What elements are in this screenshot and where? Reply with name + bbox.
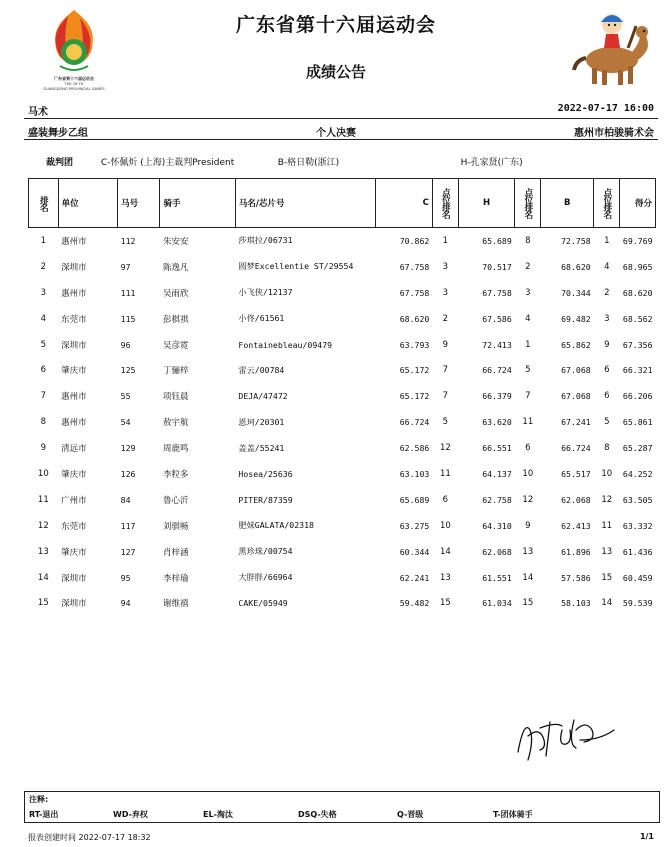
cell-rider: 丁骊梓 xyxy=(162,366,189,377)
mascot-horse-image xyxy=(568,8,654,88)
cell-h-rank: 3 xyxy=(525,287,531,298)
cell-horse-number: 94 xyxy=(120,598,131,609)
cell-unit: 东莞市 xyxy=(61,314,87,325)
legend-item: WD-弃权 xyxy=(113,810,148,819)
cell-horse-number: 127 xyxy=(120,546,136,557)
cell-horse-chip: 大胖胖/66964 xyxy=(238,572,293,583)
cell-horse-chip: 小飞侠/12137 xyxy=(238,287,293,298)
cell-h-rank: 14 xyxy=(522,572,534,583)
legend-item: T-团体骑手 xyxy=(493,810,533,819)
cell-horse-chip: 黑珍珠/00754 xyxy=(238,546,293,557)
cell-b-rank: 12 xyxy=(601,494,613,505)
table-row xyxy=(29,435,656,461)
cell-score-b: 67.068 xyxy=(561,365,591,376)
cell-horse-chip: 小佟/61561 xyxy=(238,313,285,324)
cell-score-b: 58.103 xyxy=(561,598,591,609)
cell-rank: 1 xyxy=(40,235,47,246)
table-row xyxy=(29,539,656,565)
cell-score-h: 65.689 xyxy=(482,235,512,246)
cell-b-rank: 13 xyxy=(601,546,613,557)
table-row xyxy=(29,228,656,254)
cell-rider: 朱安安 xyxy=(162,236,189,247)
cell-score-b: 70.344 xyxy=(561,287,591,298)
cell-horse-number: 95 xyxy=(120,572,131,583)
cell-total-score: 68.562 xyxy=(622,313,653,324)
cell-b-rank: 4 xyxy=(604,261,610,272)
cell-rider: 项钰晨 xyxy=(162,392,189,403)
cell-score-b: 69.482 xyxy=(561,313,591,324)
col-rank: 排名 xyxy=(29,179,59,228)
cell-unit: 肇庆市 xyxy=(61,469,87,480)
table-row xyxy=(29,565,656,591)
judge-h: H-孔家贤(广东) xyxy=(460,158,523,168)
cell-c-rank: 12 xyxy=(439,443,451,454)
cell-horse-chip: CAKE/05949 xyxy=(238,598,288,609)
cell-score-b: 65.862 xyxy=(561,339,591,350)
legend-item: EL-淘汰 xyxy=(203,810,233,819)
table-row xyxy=(29,332,656,358)
cell-rank: 9 xyxy=(40,443,47,454)
cell-unit: 惠州市 xyxy=(61,418,87,429)
cell-unit: 肇庆市 xyxy=(61,547,87,558)
cell-score-b: 65.517 xyxy=(561,468,591,479)
sport-name: 马术 xyxy=(28,107,48,118)
cell-rank: 8 xyxy=(40,417,47,428)
col-score-c: C xyxy=(376,179,432,228)
cell-total-score: 68.965 xyxy=(622,261,653,272)
table-row xyxy=(29,409,656,435)
cell-horse-number: 117 xyxy=(120,520,136,531)
cell-total-score: 63.332 xyxy=(622,520,653,531)
cell-horse-number: 125 xyxy=(120,365,136,376)
cell-b-rank: 8 xyxy=(604,443,610,454)
cell-score-c: 62.241 xyxy=(399,572,430,583)
table-row xyxy=(29,487,656,513)
cell-score-c: 63.793 xyxy=(399,339,430,350)
cell-c-rank: 3 xyxy=(442,287,449,298)
cell-score-c: 65.689 xyxy=(399,494,430,505)
cell-score-h: 62.758 xyxy=(482,494,512,505)
cell-c-rank: 11 xyxy=(439,468,451,479)
cell-c-rank: 2 xyxy=(442,313,449,324)
cell-score-b: 67.068 xyxy=(561,391,591,402)
cell-h-rank: 9 xyxy=(525,520,531,531)
cell-score-h: 64.310 xyxy=(482,520,512,531)
cell-h-rank: 7 xyxy=(525,391,531,402)
cell-rider: 敖宇航 xyxy=(162,418,189,429)
col-unit: 单位 xyxy=(58,179,117,228)
cell-horse-number: 111 xyxy=(120,287,136,298)
table-row xyxy=(29,254,656,280)
round-name: 个人决赛 xyxy=(316,128,356,139)
cell-score-h: 67.758 xyxy=(482,287,512,298)
cell-score-h: 66.551 xyxy=(482,443,512,454)
cell-score-b: 57.586 xyxy=(561,572,591,583)
judge-b: B-格日勒(浙江) xyxy=(277,158,340,168)
cell-total-score: 69.769 xyxy=(622,235,653,246)
cell-rank: 12 xyxy=(37,520,49,531)
cell-rider: 鲁心沂 xyxy=(162,495,189,506)
cell-horse-number: 54 xyxy=(120,417,131,428)
cell-horse-chip: 圆梦Excellentie ST/29554 xyxy=(238,261,354,272)
cell-b-rank: 9 xyxy=(604,339,610,350)
cell-total-score: 67.356 xyxy=(622,339,653,350)
cell-unit: 肇庆市 xyxy=(61,366,87,377)
cell-rider: 吴彦霓 xyxy=(162,340,189,351)
cell-h-rank: 4 xyxy=(525,313,531,324)
cell-unit: 广州市 xyxy=(61,495,87,506)
cell-unit: 惠州市 xyxy=(61,236,87,247)
col-score-h: H xyxy=(458,179,514,228)
cell-total-score: 68.620 xyxy=(622,287,653,298)
cell-score-h: 67.586 xyxy=(482,313,512,324)
cell-score-c: 66.724 xyxy=(399,417,430,428)
cell-unit: 惠州市 xyxy=(61,392,87,403)
cell-total-score: 59.539 xyxy=(622,598,653,609)
report-created-time: 报表创建时间 2022-07-17 18:32 xyxy=(28,833,151,842)
cell-unit: 清远市 xyxy=(61,444,87,455)
cell-horse-chip: 雷云/00784 xyxy=(238,364,285,375)
cell-score-b: 72.758 xyxy=(561,235,591,246)
cell-rank: 3 xyxy=(40,287,47,298)
cell-total-score: 65.287 xyxy=(622,443,653,454)
cell-horse-chip: Hosea/25636 xyxy=(238,468,293,479)
cell-total-score: 60.459 xyxy=(622,572,653,583)
cell-b-rank: 15 xyxy=(601,572,613,583)
emblem-caption-en-1: THE 16 TH xyxy=(64,82,84,86)
cell-score-c: 65.172 xyxy=(399,391,430,402)
cell-c-rank: 14 xyxy=(439,546,451,557)
cell-rank: 15 xyxy=(37,598,49,609)
cell-c-rank: 7 xyxy=(442,365,449,376)
cell-unit: 惠州市 xyxy=(61,288,87,299)
cell-score-c: 63.103 xyxy=(399,468,430,479)
results-table xyxy=(28,178,656,616)
cell-rank: 13 xyxy=(37,546,49,557)
cell-rank: 6 xyxy=(40,365,47,376)
cell-c-rank: 13 xyxy=(439,572,451,583)
cell-rank: 11 xyxy=(37,494,49,505)
cell-score-h: 66.379 xyxy=(482,391,512,402)
cell-rank: 4 xyxy=(40,313,47,324)
header-divider-1 xyxy=(24,118,658,119)
table-row xyxy=(29,513,656,539)
table-row xyxy=(29,357,656,383)
cell-h-rank: 8 xyxy=(525,235,531,246)
page-subtitle: 成绩公告 xyxy=(305,63,366,81)
cell-b-rank: 11 xyxy=(601,520,613,531)
table-row xyxy=(29,461,656,487)
cell-horse-number: 84 xyxy=(120,494,131,505)
cell-total-score: 64.252 xyxy=(622,468,653,479)
table-row xyxy=(29,306,656,332)
cell-b-rank: 10 xyxy=(601,468,613,479)
page-number: 1/1 xyxy=(639,832,654,841)
cell-score-c: 68.620 xyxy=(399,313,430,324)
results-header-row xyxy=(29,179,656,228)
col-h-rank: 点位排名 xyxy=(515,179,541,228)
emblem-caption-cn: 广东省第十六届运动会 xyxy=(54,76,94,81)
event-name: 盛装舞步乙组 xyxy=(28,128,88,139)
cell-c-rank: 1 xyxy=(442,235,449,246)
cell-score-b: 68.620 xyxy=(561,261,591,272)
judge-c: C-怀佩炘 (上海)主裁判President xyxy=(100,158,235,168)
cell-score-c: 62.586 xyxy=(399,443,430,454)
cell-rank: 10 xyxy=(37,468,49,479)
cell-c-rank: 10 xyxy=(439,520,451,531)
cell-score-b: 61.896 xyxy=(561,546,591,557)
cell-total-score: 63.505 xyxy=(622,494,653,505)
col-c-rank: 点位排名 xyxy=(432,179,458,228)
cell-score-b: 62.068 xyxy=(561,494,591,505)
cell-horse-chip: 莎琪拉/06731 xyxy=(238,235,293,246)
cell-total-score: 61.436 xyxy=(622,546,653,557)
cell-horse-number: 129 xyxy=(120,443,136,454)
col-horse-chip: 马名/芯片号 xyxy=(235,179,376,228)
cell-rider: 吴雨欣 xyxy=(162,288,189,299)
cell-b-rank: 6 xyxy=(604,391,610,402)
cell-c-rank: 6 xyxy=(442,494,449,505)
legend-item: Q-晋级 xyxy=(397,810,424,819)
legend-title: 注释: xyxy=(29,795,49,804)
cell-h-rank: 2 xyxy=(525,261,531,272)
cell-horse-chip: Fontainebleau/09479 xyxy=(238,339,333,350)
signature-image xyxy=(510,700,620,770)
judges-label: 裁判团 xyxy=(46,158,74,168)
cell-horse-number: 112 xyxy=(120,235,136,246)
cell-rider: 彭棋祺 xyxy=(162,314,189,325)
cell-b-rank: 5 xyxy=(604,417,610,428)
cell-c-rank: 5 xyxy=(442,417,449,428)
cell-unit: 深圳市 xyxy=(61,573,87,584)
cell-score-b: 66.724 xyxy=(561,443,591,454)
venue-name: 惠州市柏骏骑术会 xyxy=(574,128,654,139)
page-title: 广东省第十六届运动会 xyxy=(235,14,436,36)
cell-c-rank: 15 xyxy=(439,598,451,609)
col-rider: 骑手 xyxy=(160,179,235,228)
cell-score-h: 70.517 xyxy=(482,261,512,272)
cell-score-h: 61.551 xyxy=(482,572,512,583)
cell-unit: 深圳市 xyxy=(61,262,87,273)
cell-total-score: 65.861 xyxy=(622,417,653,428)
cell-c-rank: 3 xyxy=(442,261,449,272)
cell-score-h: 66.724 xyxy=(482,365,512,376)
cell-b-rank: 6 xyxy=(604,365,610,376)
cell-horse-number: 97 xyxy=(120,261,131,272)
cell-b-rank: 2 xyxy=(604,287,610,298)
cell-score-b: 62.413 xyxy=(561,520,591,531)
cell-rank: 2 xyxy=(40,261,47,272)
cell-h-rank: 15 xyxy=(522,598,534,609)
event-datetime: 2022-07-17 16:00 xyxy=(557,103,654,114)
cell-h-rank: 1 xyxy=(525,339,531,350)
cell-rider: 刘骐畅 xyxy=(162,521,189,532)
cell-h-rank: 6 xyxy=(525,443,531,454)
col-horse-number: 马号 xyxy=(118,179,160,228)
table-row xyxy=(29,590,656,616)
emblem-caption-en-2: GUANGDONG PROVINCIAL GAMES xyxy=(43,87,105,91)
cell-h-rank: 11 xyxy=(522,417,534,428)
col-b-rank: 点位排名 xyxy=(594,179,620,228)
cell-horse-number: 96 xyxy=(120,339,131,350)
cell-score-c: 63.275 xyxy=(399,520,430,531)
cell-horse-chip: 盖盖/55241 xyxy=(238,442,285,453)
cell-h-rank: 10 xyxy=(522,468,534,479)
cell-horse-number: 126 xyxy=(120,468,136,479)
cell-rider: 周鹿鸣 xyxy=(162,444,189,455)
cell-score-c: 60.344 xyxy=(399,546,430,557)
table-row xyxy=(29,383,656,409)
cell-score-h: 72.413 xyxy=(482,339,512,350)
legend-item: RT-退出 xyxy=(29,810,59,819)
cell-score-h: 63.620 xyxy=(482,417,512,428)
cell-unit: 深圳市 xyxy=(61,599,87,610)
col-total-score: 得分 xyxy=(620,179,656,228)
cell-horse-chip: 恩珂/20301 xyxy=(238,416,285,427)
cell-horse-chip: PITER/87359 xyxy=(238,494,293,505)
cell-horse-number: 115 xyxy=(120,313,136,324)
cell-horse-chip: 肥妹GALATA/02318 xyxy=(238,520,314,531)
cell-score-c: 70.862 xyxy=(399,235,430,246)
legend-box xyxy=(24,791,660,823)
cell-score-b: 67.241 xyxy=(561,417,591,428)
cell-rider: 李粒多 xyxy=(162,469,189,480)
cell-score-h: 61.034 xyxy=(482,598,512,609)
cell-score-c: 59.482 xyxy=(399,598,430,609)
cell-score-c: 67.758 xyxy=(399,261,430,272)
cell-score-h: 64.137 xyxy=(482,468,512,479)
cell-score-h: 62.068 xyxy=(482,546,512,557)
cell-rider: 李梓瑜 xyxy=(162,573,189,584)
cell-c-rank: 9 xyxy=(442,339,449,350)
cell-horse-number: 55 xyxy=(120,391,131,402)
legend-item: DSQ-失格 xyxy=(298,810,337,819)
cell-rider: 肖梓涵 xyxy=(162,547,189,558)
cell-c-rank: 7 xyxy=(442,391,449,402)
table-row xyxy=(29,280,656,306)
cell-rider: 陈逸凡 xyxy=(162,262,189,273)
cell-score-c: 65.172 xyxy=(399,365,430,376)
cell-rank: 14 xyxy=(37,572,49,583)
cell-h-rank: 5 xyxy=(525,365,531,376)
cell-rank: 7 xyxy=(40,391,47,402)
cell-total-score: 66.206 xyxy=(622,391,653,402)
cell-b-rank: 14 xyxy=(601,598,613,609)
cell-h-rank: 13 xyxy=(522,546,534,557)
cell-total-score: 66.321 xyxy=(622,365,653,376)
cell-b-rank: 1 xyxy=(604,235,610,246)
header-divider-2 xyxy=(24,139,658,140)
cell-h-rank: 12 xyxy=(522,494,534,505)
cell-rider: 谢维禧 xyxy=(162,599,189,610)
cell-unit: 深圳市 xyxy=(61,340,87,351)
judges-panel xyxy=(46,155,523,168)
cell-horse-chip: DEJA/47472 xyxy=(238,391,288,402)
col-score-b: B xyxy=(541,179,594,228)
cell-rank: 5 xyxy=(40,339,47,350)
cell-score-c: 67.758 xyxy=(399,287,430,298)
cell-b-rank: 3 xyxy=(604,313,610,324)
cell-unit: 东莞市 xyxy=(61,521,87,532)
